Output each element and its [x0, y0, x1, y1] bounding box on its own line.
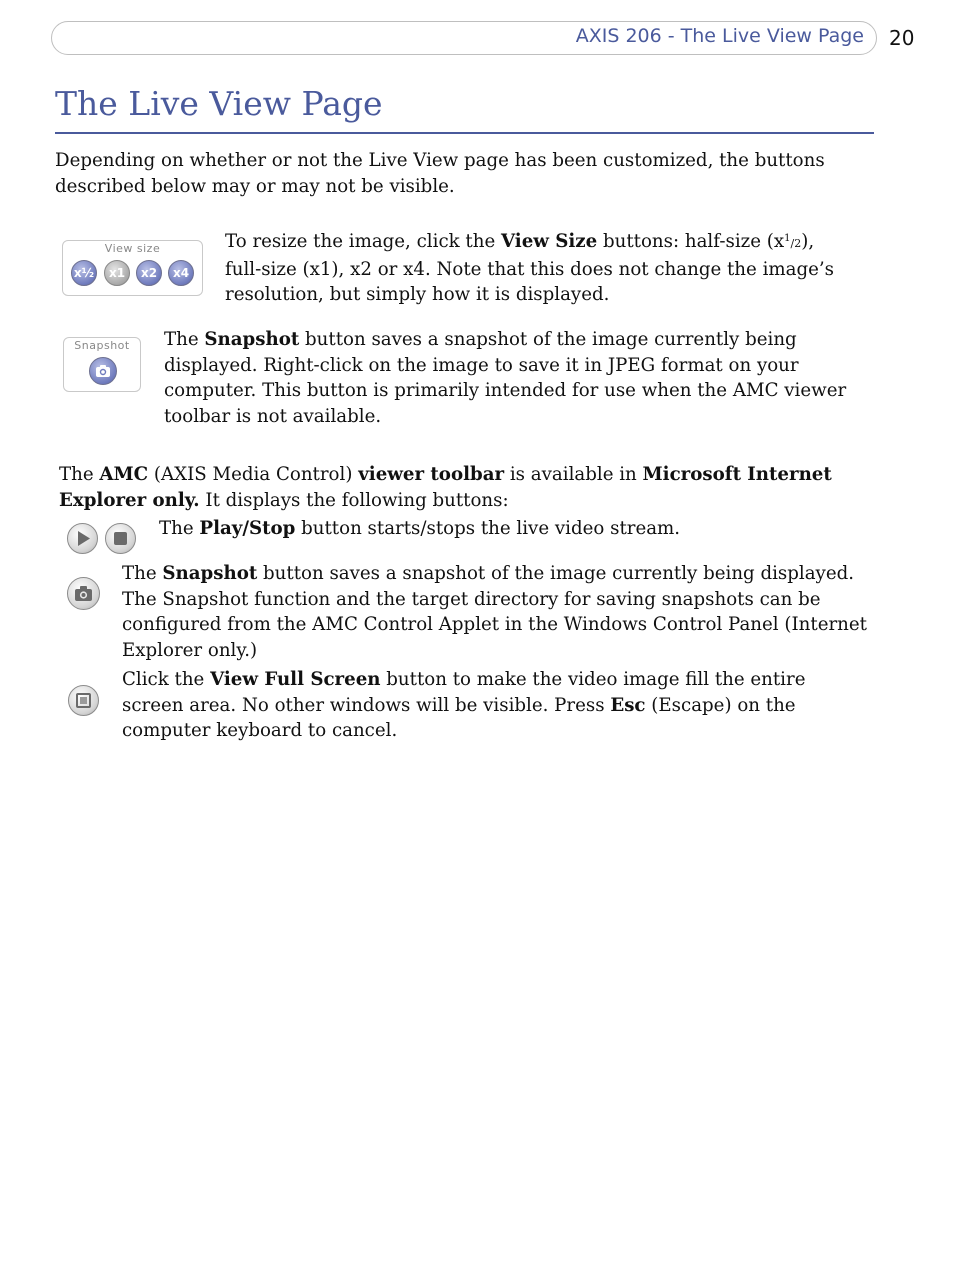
full-screen-button[interactable]: [68, 685, 99, 716]
stop-icon: [106, 524, 135, 553]
view-size-x2-button[interactable]: x2: [136, 260, 162, 286]
camera-icon: [68, 578, 99, 609]
full-screen-paragraph: Click the View Full Screen button to make the video image fill the entire screen area. No other windows will be visible. Press Esc (Escape) on the computer keyboard to cancel.: [122, 669, 806, 742]
play-button[interactable]: [67, 523, 98, 554]
view-size-x1-button[interactable]: x1: [104, 260, 130, 286]
view-size-panel: [62, 240, 203, 296]
intro-paragraph: Depending on whether or not the Live View page has been customized, the buttons described below may or may not be visible.: [55, 150, 825, 197]
stop-button[interactable]: [105, 523, 136, 554]
camera-icon: [95, 364, 111, 378]
snapshot-panel: [63, 337, 141, 392]
amc-paragraph: The AMC (AXIS Media Control) viewer toolbar is available in Microsoft Internet Explorer only. It displays the following buttons:: [59, 464, 832, 511]
title-rule: [55, 132, 874, 134]
view-size-label: View size: [104, 242, 161, 255]
header-title: AXIS 206 - The Live View Page: [575, 25, 864, 47]
snapshot-button[interactable]: [89, 357, 117, 385]
amc-snapshot-button[interactable]: [67, 577, 100, 610]
play-icon: [68, 524, 97, 553]
page-number: 20: [889, 26, 915, 50]
page-title: The Live View Page: [55, 84, 383, 123]
view-size-paragraph: To resize the image, click the View Size buttons: half-size $(x^1/2)$, full-size (x1), x2 or x4. Note that this does not change the image’s resolution, but simply how it is displayed.: [225, 231, 834, 306]
view-size-x4-button[interactable]: x4: [168, 260, 194, 286]
snapshot-label: Snapshot: [74, 339, 130, 352]
amc-snapshot-paragraph: The Snapshot button saves a snapshot of the image currently being displayed. The Snapshot function and the target directory for saving snapshots can be configured from the AMC Control Applet in the Windows Control Panel (Internet Explorer only.): [122, 563, 867, 661]
snapshot-paragraph: The Snapshot button saves a snapshot of the image currently being displayed. Right-click on the image to save it in JPEG format on your computer. This button is primarily intended for use when the AMC viewer toolbar is not available.: [164, 329, 847, 427]
view-size-half-button[interactable]: x½: [71, 260, 97, 286]
full-screen-icon: [69, 686, 98, 715]
play-stop-paragraph: The Play/Stop button starts/stops the live video stream.: [159, 518, 681, 539]
